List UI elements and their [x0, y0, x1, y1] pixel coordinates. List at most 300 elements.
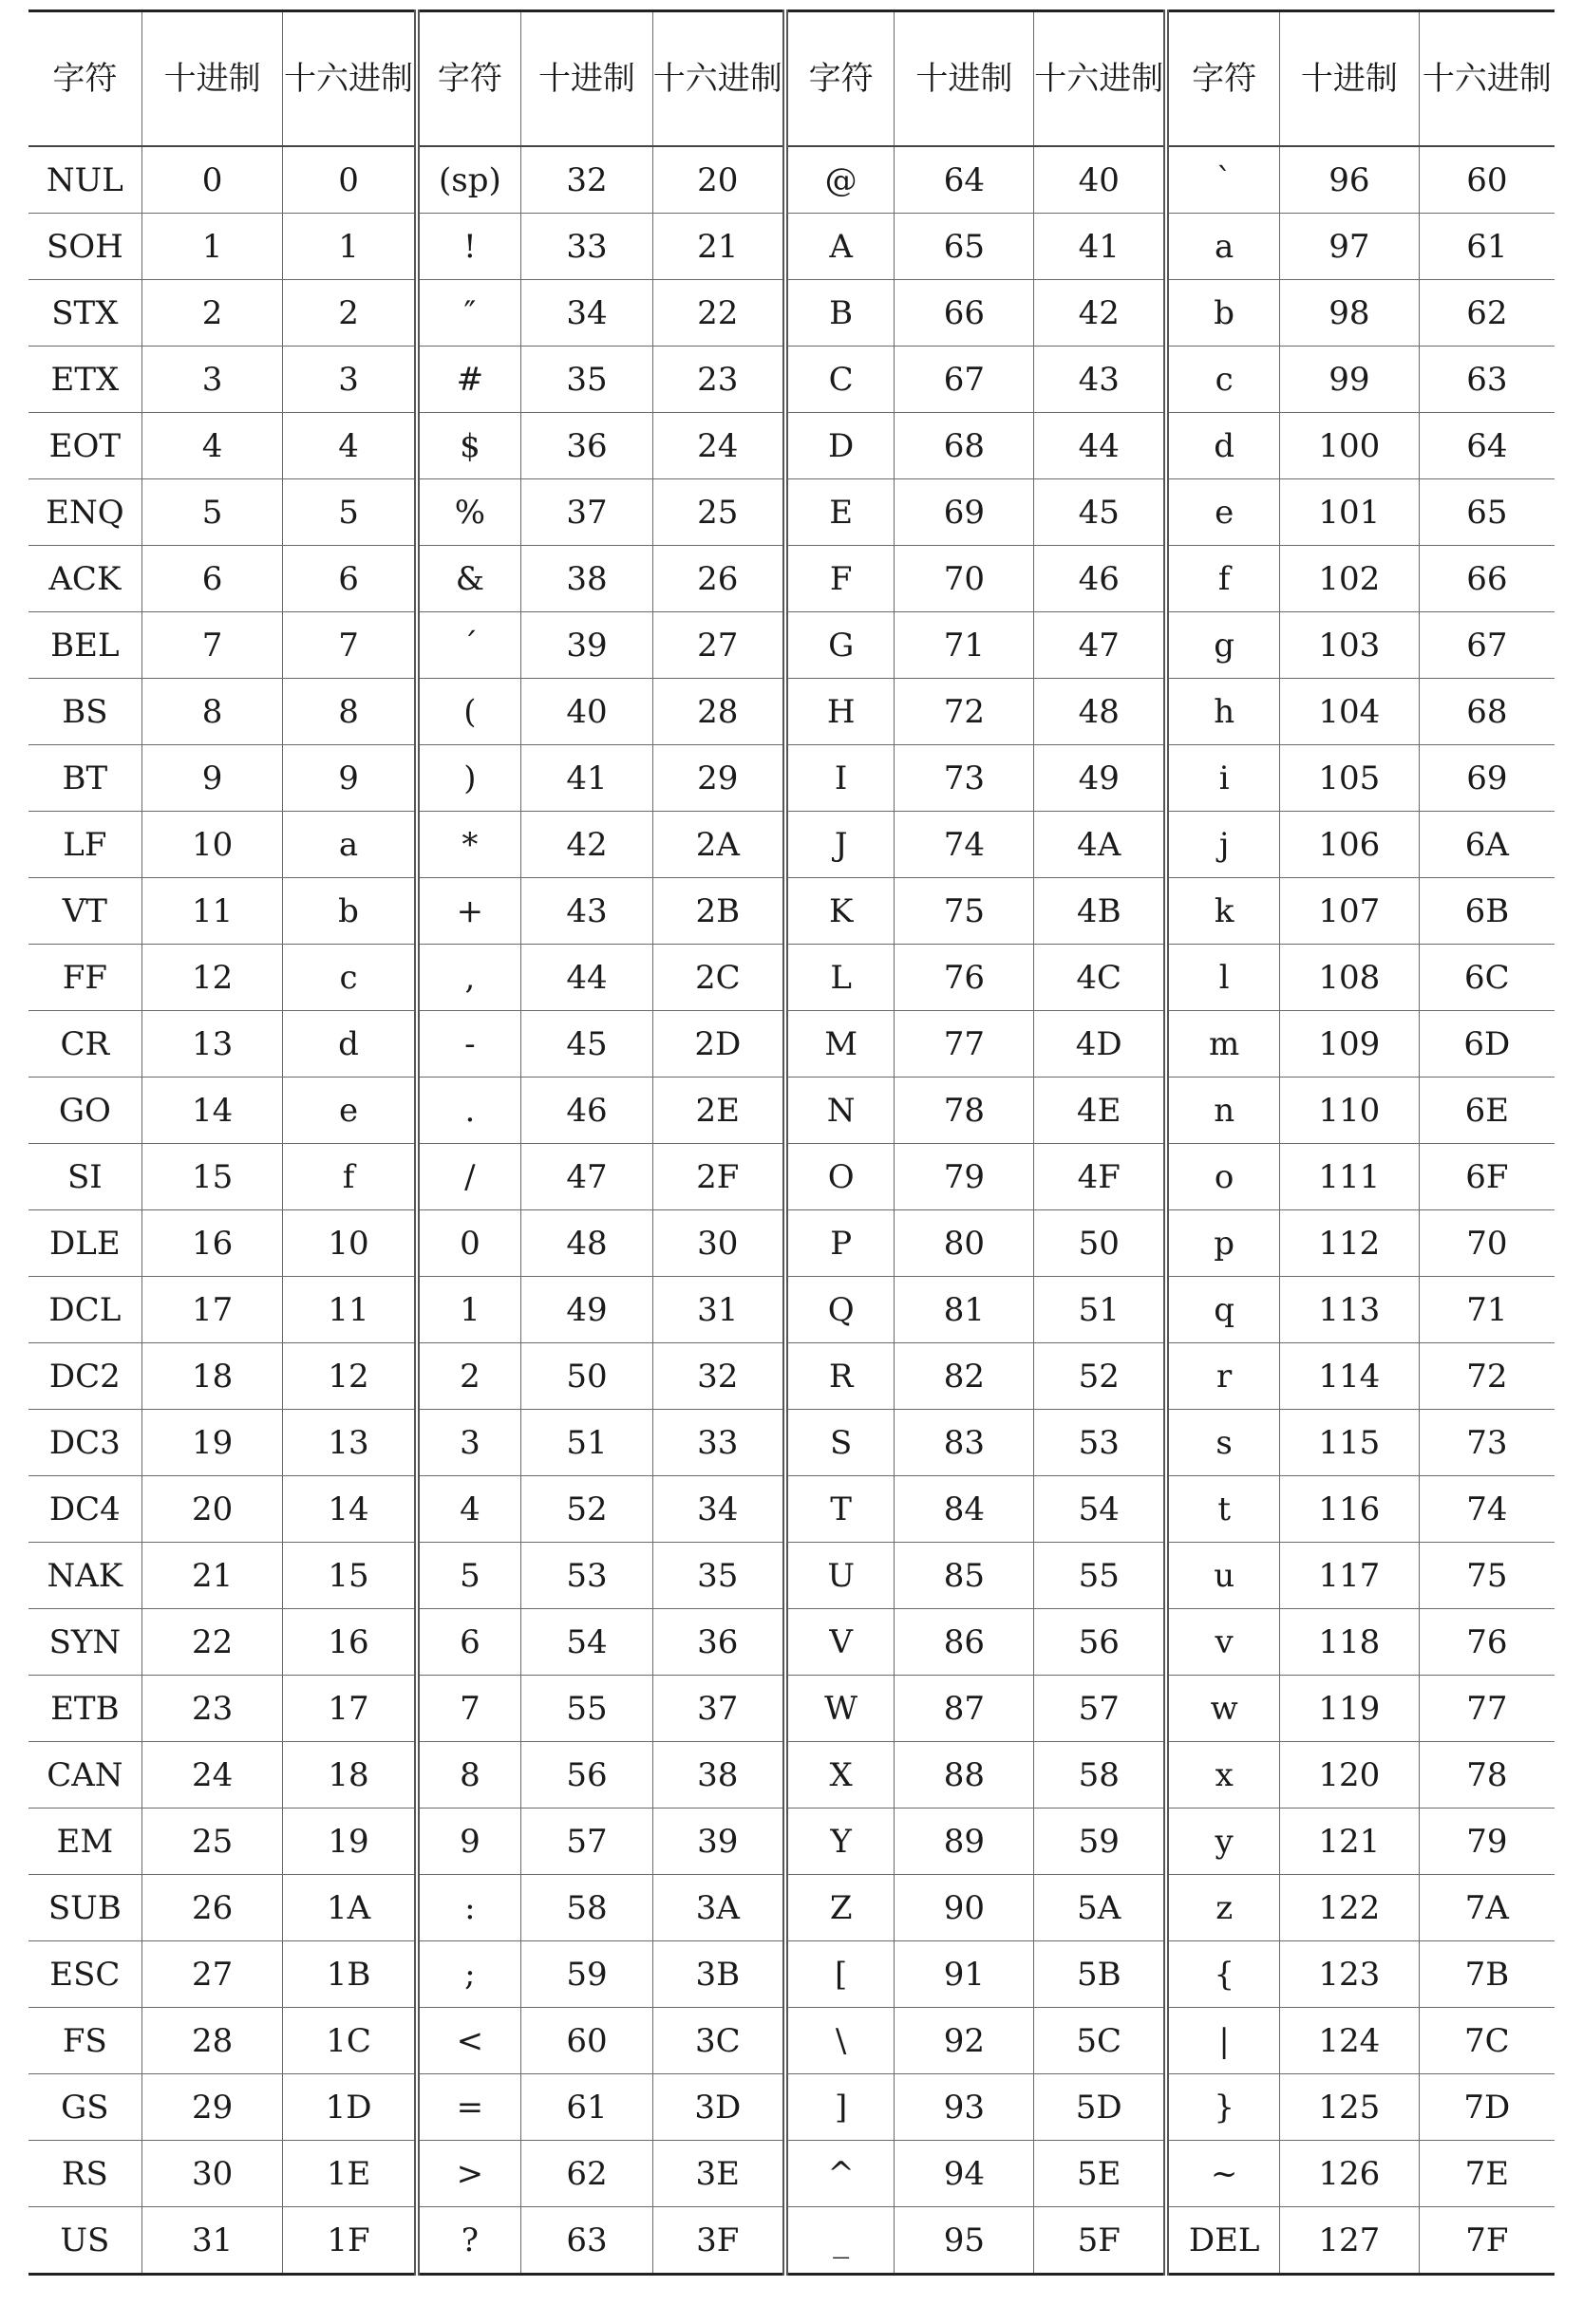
table-row — [28, 1144, 1555, 1210]
decimal-cell: 25 — [141, 1809, 283, 1875]
char-cell: SOH — [28, 214, 141, 280]
decimal-cell: 76 — [895, 945, 1034, 1011]
decimal-cell: 54 — [521, 1609, 653, 1676]
table-row — [28, 546, 1555, 612]
table-row — [28, 878, 1555, 945]
table-row — [28, 945, 1555, 1011]
char-cell: ESC — [28, 1941, 141, 2008]
char-cell: * — [417, 812, 521, 878]
decimal-cell: 51 — [521, 1410, 653, 1476]
header-hex: 十六进制 — [1419, 11, 1555, 147]
hex-cell: 1E — [283, 2141, 417, 2207]
hex-cell: 5B — [1034, 1941, 1167, 2008]
char-cell: GO — [28, 1078, 141, 1144]
header-decimal: 十进制 — [521, 11, 653, 147]
hex-cell: 7 — [283, 612, 417, 679]
char-cell: B — [785, 280, 895, 347]
hex-cell: 27 — [652, 612, 785, 679]
decimal-cell: 57 — [521, 1809, 653, 1875]
decimal-cell: 0 — [141, 146, 283, 214]
decimal-cell: 13 — [141, 1011, 283, 1078]
table-row — [28, 1676, 1555, 1742]
char-cell: x — [1166, 1742, 1279, 1809]
decimal-cell: 94 — [895, 2141, 1034, 2207]
hex-cell: 1 — [283, 214, 417, 280]
hex-cell: 35 — [652, 1543, 785, 1609]
hex-cell: 1A — [283, 1875, 417, 1941]
hex-cell: 9 — [283, 745, 417, 812]
hex-cell: 4B — [1034, 878, 1167, 945]
char-cell: > — [417, 2141, 521, 2207]
char-cell: CAN — [28, 1742, 141, 1809]
char-cell: D — [785, 413, 895, 479]
header-char: 字符 — [28, 11, 141, 147]
hex-cell: 46 — [1034, 546, 1167, 612]
hex-cell: 8 — [283, 679, 417, 745]
hex-cell: 79 — [1419, 1809, 1555, 1875]
char-cell: ETB — [28, 1676, 141, 1742]
char-cell: FS — [28, 2008, 141, 2074]
decimal-cell: 126 — [1280, 2141, 1420, 2207]
hex-cell: 6C — [1419, 945, 1555, 1011]
hex-cell: 3D — [652, 2074, 785, 2141]
hex-cell: 21 — [652, 214, 785, 280]
hex-cell: 6A — [1419, 812, 1555, 878]
decimal-cell: 114 — [1280, 1343, 1420, 1410]
char-cell: y — [1166, 1809, 1279, 1875]
char-cell: g — [1166, 612, 1279, 679]
header-char: 字符 — [1166, 11, 1279, 147]
hex-cell: 29 — [652, 745, 785, 812]
char-cell: FF — [28, 945, 141, 1011]
hex-cell: 25 — [652, 479, 785, 546]
hex-cell: 3B — [652, 1941, 785, 2008]
table-row — [28, 612, 1555, 679]
decimal-cell: 3 — [141, 347, 283, 413]
hex-cell: 7B — [1419, 1941, 1555, 2008]
header-decimal: 十进制 — [895, 11, 1034, 147]
table-row — [28, 2141, 1555, 2207]
char-cell: d — [1166, 413, 1279, 479]
char-cell: (sp) — [417, 146, 521, 214]
hex-cell: 74 — [1419, 1476, 1555, 1543]
decimal-cell: 122 — [1280, 1875, 1420, 1941]
char-cell: 3 — [417, 1410, 521, 1476]
hex-cell: 32 — [652, 1343, 785, 1410]
hex-cell: 6F — [1419, 1144, 1555, 1210]
char-cell: , — [417, 945, 521, 1011]
hex-cell: 6D — [1419, 1011, 1555, 1078]
decimal-cell: 113 — [1280, 1277, 1420, 1343]
char-cell: } — [1166, 2074, 1279, 2141]
decimal-cell: 59 — [521, 1941, 653, 2008]
char-cell: 4 — [417, 1476, 521, 1543]
hex-cell: 57 — [1034, 1676, 1167, 1742]
char-cell: U — [785, 1543, 895, 1609]
decimal-cell: 106 — [1280, 812, 1420, 878]
hex-cell: 24 — [652, 413, 785, 479]
table-row — [28, 214, 1555, 280]
decimal-cell: 96 — [1280, 146, 1420, 214]
hex-cell: 7A — [1419, 1875, 1555, 1941]
decimal-cell: 31 — [141, 2207, 283, 2275]
char-cell: ″ — [417, 280, 521, 347]
hex-cell: 52 — [1034, 1343, 1167, 1410]
decimal-cell: 58 — [521, 1875, 653, 1941]
decimal-cell: 88 — [895, 1742, 1034, 1809]
hex-cell: 5A — [1034, 1875, 1167, 1941]
hex-cell: 7D — [1419, 2074, 1555, 2141]
hex-cell: b — [283, 878, 417, 945]
char-cell: k — [1166, 878, 1279, 945]
decimal-cell: 63 — [521, 2207, 653, 2275]
char-cell: E — [785, 479, 895, 546]
hex-cell: 15 — [283, 1543, 417, 1609]
char-cell: DCL — [28, 1277, 141, 1343]
char-cell: STX — [28, 280, 141, 347]
char-cell: n — [1166, 1078, 1279, 1144]
hex-cell: 62 — [1419, 280, 1555, 347]
char-cell: DEL — [1166, 2207, 1279, 2275]
char-cell: M — [785, 1011, 895, 1078]
char-cell: ^ — [785, 2141, 895, 2207]
hex-cell: 10 — [283, 1210, 417, 1277]
table-row — [28, 1210, 1555, 1277]
hex-cell: 2F — [652, 1144, 785, 1210]
char-cell: j — [1166, 812, 1279, 878]
char-cell: 6 — [417, 1609, 521, 1676]
decimal-cell: 36 — [521, 413, 653, 479]
hex-cell: 75 — [1419, 1543, 1555, 1609]
hex-cell: c — [283, 945, 417, 1011]
decimal-cell: 121 — [1280, 1809, 1420, 1875]
decimal-cell: 10 — [141, 812, 283, 878]
char-cell: US — [28, 2207, 141, 2275]
hex-cell: 5C — [1034, 2008, 1167, 2074]
char-cell: . — [417, 1078, 521, 1144]
hex-cell: e — [283, 1078, 417, 1144]
char-cell: ACK — [28, 546, 141, 612]
hex-cell: 76 — [1419, 1609, 1555, 1676]
char-cell: c — [1166, 347, 1279, 413]
char-cell: = — [417, 2074, 521, 2141]
hex-cell: 51 — [1034, 1277, 1167, 1343]
decimal-cell: 39 — [521, 612, 653, 679]
decimal-cell: 64 — [895, 146, 1034, 214]
hex-cell: 41 — [1034, 214, 1167, 280]
decimal-cell: 70 — [895, 546, 1034, 612]
char-cell: NAK — [28, 1543, 141, 1609]
hex-cell: 71 — [1419, 1277, 1555, 1343]
hex-cell: 61 — [1419, 214, 1555, 280]
char-cell: a — [1166, 214, 1279, 280]
char-cell: Q — [785, 1277, 895, 1343]
char-cell: ! — [417, 214, 521, 280]
decimal-cell: 117 — [1280, 1543, 1420, 1609]
hex-cell: 54 — [1034, 1476, 1167, 1543]
hex-cell: 23 — [652, 347, 785, 413]
decimal-cell: 87 — [895, 1676, 1034, 1742]
hex-cell: 68 — [1419, 679, 1555, 745]
decimal-cell: 72 — [895, 679, 1034, 745]
char-cell: 0 — [417, 1210, 521, 1277]
char-cell: Z — [785, 1875, 895, 1941]
hex-cell: 37 — [652, 1676, 785, 1742]
table-row — [28, 1011, 1555, 1078]
hex-cell: 3 — [283, 347, 417, 413]
char-cell: t — [1166, 1476, 1279, 1543]
decimal-cell: 24 — [141, 1742, 283, 1809]
hex-cell: 7C — [1419, 2008, 1555, 2074]
hex-cell: 66 — [1419, 546, 1555, 612]
decimal-cell: 7 — [141, 612, 283, 679]
decimal-cell: 65 — [895, 214, 1034, 280]
hex-cell: 28 — [652, 679, 785, 745]
decimal-cell: 82 — [895, 1343, 1034, 1410]
char-cell: GS — [28, 2074, 141, 2141]
char-cell: W — [785, 1676, 895, 1742]
char-cell: 8 — [417, 1742, 521, 1809]
decimal-cell: 32 — [521, 146, 653, 214]
table-row — [28, 745, 1555, 812]
char-cell: { — [1166, 1941, 1279, 2008]
decimal-cell: 107 — [1280, 878, 1420, 945]
hex-cell: 65 — [1419, 479, 1555, 546]
decimal-cell: 125 — [1280, 2074, 1420, 2141]
decimal-cell: 109 — [1280, 1011, 1420, 1078]
decimal-cell: 9 — [141, 745, 283, 812]
decimal-cell: 26 — [141, 1875, 283, 1941]
decimal-cell: 60 — [521, 2008, 653, 2074]
char-cell: Y — [785, 1809, 895, 1875]
table-row — [28, 1476, 1555, 1543]
decimal-cell: 81 — [895, 1277, 1034, 1343]
hex-cell: 4F — [1034, 1144, 1167, 1210]
hex-cell: 58 — [1034, 1742, 1167, 1809]
decimal-cell: 21 — [141, 1543, 283, 1609]
char-cell: P — [785, 1210, 895, 1277]
hex-cell: 22 — [652, 280, 785, 347]
hex-cell: 7E — [1419, 2141, 1555, 2207]
decimal-cell: 40 — [521, 679, 653, 745]
hex-cell: 3C — [652, 2008, 785, 2074]
char-cell: K — [785, 878, 895, 945]
hex-cell: 6B — [1419, 878, 1555, 945]
decimal-cell: 92 — [895, 2008, 1034, 2074]
hex-cell: 5F — [1034, 2207, 1167, 2275]
char-cell: V — [785, 1609, 895, 1676]
char-cell: EM — [28, 1809, 141, 1875]
hex-cell: 12 — [283, 1343, 417, 1410]
decimal-cell: 85 — [895, 1543, 1034, 1609]
char-cell: CR — [28, 1011, 141, 1078]
hex-cell: 1F — [283, 2207, 417, 2275]
decimal-cell: 34 — [521, 280, 653, 347]
hex-cell: 14 — [283, 1476, 417, 1543]
char-cell: _ — [785, 2207, 895, 2275]
decimal-cell: 116 — [1280, 1476, 1420, 1543]
decimal-cell: 22 — [141, 1609, 283, 1676]
char-cell: ] — [785, 2074, 895, 2141]
decimal-cell: 35 — [521, 347, 653, 413]
char-cell: X — [785, 1742, 895, 1809]
decimal-cell: 48 — [521, 1210, 653, 1277]
table-row — [28, 1343, 1555, 1410]
char-cell: F — [785, 546, 895, 612]
decimal-cell: 112 — [1280, 1210, 1420, 1277]
decimal-cell: 52 — [521, 1476, 653, 1543]
decimal-cell: 69 — [895, 479, 1034, 546]
char-cell: L — [785, 945, 895, 1011]
hex-cell: 36 — [652, 1609, 785, 1676]
hex-cell: 53 — [1034, 1410, 1167, 1476]
hex-cell: a — [283, 812, 417, 878]
decimal-cell: 42 — [521, 812, 653, 878]
char-cell: w — [1166, 1676, 1279, 1742]
hex-cell: 6E — [1419, 1078, 1555, 1144]
hex-cell: f — [283, 1144, 417, 1210]
decimal-cell: 49 — [521, 1277, 653, 1343]
table-row — [28, 1941, 1555, 2008]
decimal-cell: 46 — [521, 1078, 653, 1144]
hex-cell: 4E — [1034, 1078, 1167, 1144]
hex-cell: 5E — [1034, 2141, 1167, 2207]
char-cell: e — [1166, 479, 1279, 546]
char-cell: BT — [28, 745, 141, 812]
hex-cell: 7F — [1419, 2207, 1555, 2275]
char-cell: ? — [417, 2207, 521, 2275]
hex-cell: 20 — [652, 146, 785, 214]
hex-cell: 47 — [1034, 612, 1167, 679]
decimal-cell: 30 — [141, 2141, 283, 2207]
hex-cell: 40 — [1034, 146, 1167, 214]
decimal-cell: 110 — [1280, 1078, 1420, 1144]
decimal-cell: 115 — [1280, 1410, 1420, 1476]
char-cell: DC4 — [28, 1476, 141, 1543]
decimal-cell: 2 — [141, 280, 283, 347]
hex-cell: 3E — [652, 2141, 785, 2207]
hex-cell: 1D — [283, 2074, 417, 2141]
char-cell: ~ — [1166, 2141, 1279, 2207]
hex-cell: 3F — [652, 2207, 785, 2275]
hex-cell: 34 — [652, 1476, 785, 1543]
hex-cell: 67 — [1419, 612, 1555, 679]
char-cell: 1 — [417, 1277, 521, 1343]
decimal-cell: 104 — [1280, 679, 1420, 745]
char-cell: q — [1166, 1277, 1279, 1343]
char-cell: ´ — [417, 612, 521, 679]
table-row — [28, 146, 1555, 214]
char-cell: s — [1166, 1410, 1279, 1476]
hex-cell: 31 — [652, 1277, 785, 1343]
char-cell: DC2 — [28, 1343, 141, 1410]
decimal-cell: 23 — [141, 1676, 283, 1742]
decimal-cell: 73 — [895, 745, 1034, 812]
char-cell: u — [1166, 1543, 1279, 1609]
char-cell: v — [1166, 1609, 1279, 1676]
char-cell: R — [785, 1343, 895, 1410]
table-row — [28, 479, 1555, 546]
char-cell: f — [1166, 546, 1279, 612]
hex-cell: 60 — [1419, 146, 1555, 214]
hex-cell: 55 — [1034, 1543, 1167, 1609]
hex-cell: 77 — [1419, 1676, 1555, 1742]
decimal-cell: 55 — [521, 1676, 653, 1742]
decimal-cell: 41 — [521, 745, 653, 812]
hex-cell: 42 — [1034, 280, 1167, 347]
char-cell: C — [785, 347, 895, 413]
decimal-cell: 56 — [521, 1742, 653, 1809]
decimal-cell: 8 — [141, 679, 283, 745]
char-cell: + — [417, 878, 521, 945]
char-cell: DC3 — [28, 1410, 141, 1476]
header-hex: 十六进制 — [1034, 11, 1167, 147]
decimal-cell: 80 — [895, 1210, 1034, 1277]
decimal-cell: 37 — [521, 479, 653, 546]
decimal-cell: 124 — [1280, 2008, 1420, 2074]
table-header — [28, 11, 1555, 147]
decimal-cell: 44 — [521, 945, 653, 1011]
decimal-cell: 95 — [895, 2207, 1034, 2275]
char-cell: ( — [417, 679, 521, 745]
decimal-cell: 119 — [1280, 1676, 1420, 1742]
hex-cell: 11 — [283, 1277, 417, 1343]
char-cell: ; — [417, 1941, 521, 2008]
hex-cell: 44 — [1034, 413, 1167, 479]
char-cell: p — [1166, 1210, 1279, 1277]
char-cell: o — [1166, 1144, 1279, 1210]
hex-cell: 72 — [1419, 1343, 1555, 1410]
decimal-cell: 16 — [141, 1210, 283, 1277]
decimal-cell: 91 — [895, 1941, 1034, 2008]
hex-cell: 33 — [652, 1410, 785, 1476]
char-cell: 9 — [417, 1809, 521, 1875]
decimal-cell: 15 — [141, 1144, 283, 1210]
decimal-cell: 78 — [895, 1078, 1034, 1144]
decimal-cell: 105 — [1280, 745, 1420, 812]
decimal-cell: 89 — [895, 1809, 1034, 1875]
header-decimal: 十进制 — [1280, 11, 1420, 147]
hex-cell: 39 — [652, 1809, 785, 1875]
decimal-cell: 6 — [141, 546, 283, 612]
hex-cell: 1B — [283, 1941, 417, 2008]
char-cell: | — [1166, 2008, 1279, 2074]
char-cell: @ — [785, 146, 895, 214]
char-cell: DLE — [28, 1210, 141, 1277]
hex-cell: 56 — [1034, 1609, 1167, 1676]
header-hex: 十六进制 — [652, 11, 785, 147]
table-row — [28, 679, 1555, 745]
hex-cell: 13 — [283, 1410, 417, 1476]
char-cell: G — [785, 612, 895, 679]
char-cell: l — [1166, 945, 1279, 1011]
hex-cell: 6 — [283, 546, 417, 612]
char-cell: 5 — [417, 1543, 521, 1609]
char-cell: % — [417, 479, 521, 546]
header-char: 字符 — [785, 11, 895, 147]
hex-cell: 18 — [283, 1742, 417, 1809]
decimal-cell: 29 — [141, 2074, 283, 2141]
table-row — [28, 1875, 1555, 1941]
char-cell: m — [1166, 1011, 1279, 1078]
hex-cell: 43 — [1034, 347, 1167, 413]
char-cell: SUB — [28, 1875, 141, 1941]
table-row — [28, 812, 1555, 878]
header-row — [28, 11, 1555, 147]
decimal-cell: 101 — [1280, 479, 1420, 546]
hex-cell: 5D — [1034, 2074, 1167, 2141]
hex-cell: 63 — [1419, 347, 1555, 413]
